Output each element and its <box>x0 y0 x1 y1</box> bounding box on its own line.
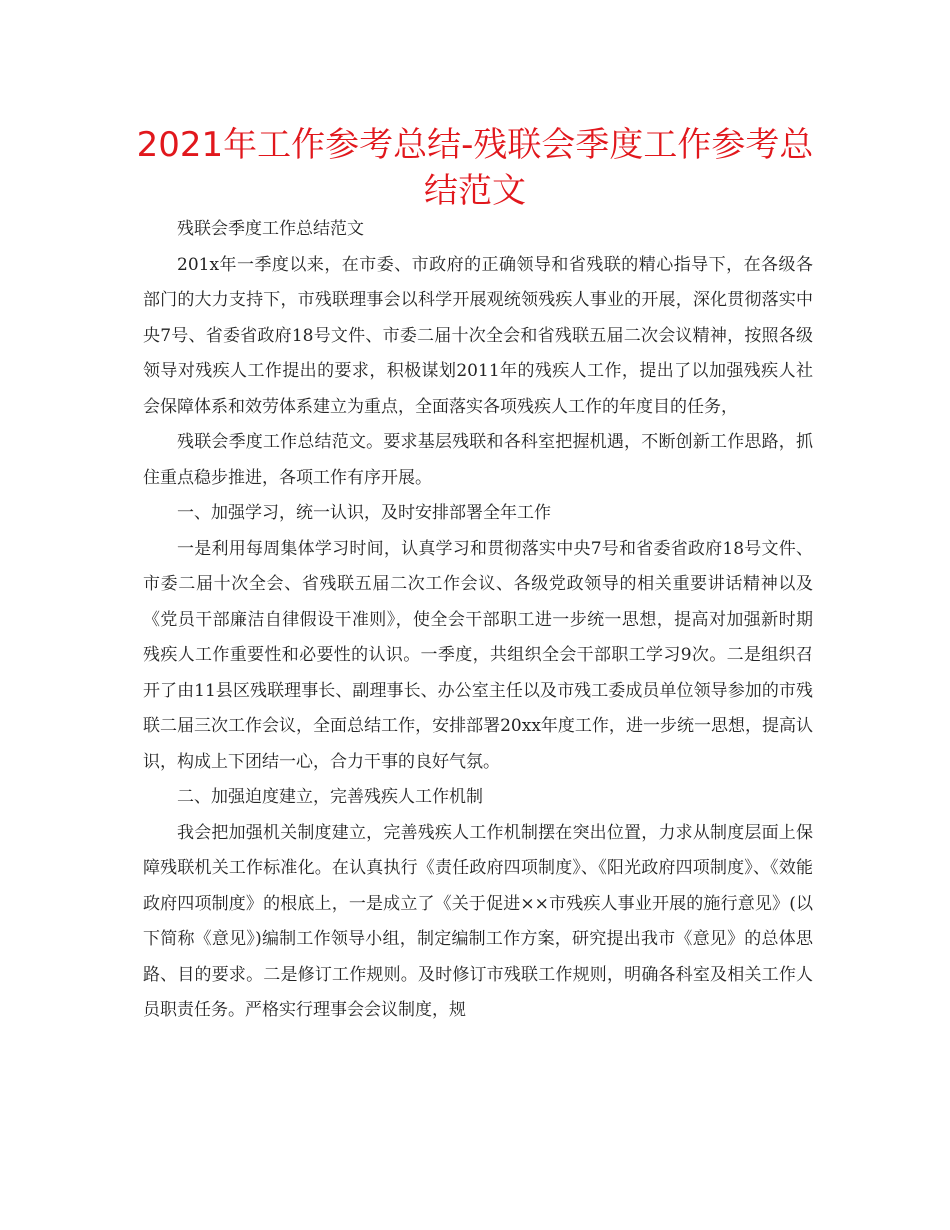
paragraph: 我会把加强机关制度建立，完善残疾人工作机制摆在突出位置，力求从制度层面上保障残联机关工作标准化。在认真执行《责任政府四项制度》、《阳光政府四项制度》、《效能政府四项制度》的根底上，一是成立了《关于促进××市残疾人事业开展的施行意见》(以下简称《意见》)编制工作领导小组，制定编制工作方案，研究提出我市《意见》的总体思路、目的要求。二是修订工作规则。及时修订市残联工作规则，明确各科室及相关工作人员职责任务。严格实行理事会会议制度，规 <box>143 822 813 1020</box>
paragraph: 一是利用每周集体学习时间，认真学习和贯彻落实中央7号和省委省政府18号文件、市委二届十次全会、省残联五届二次工作会议、各级党政领导的相关重要讲话精神以及《党员干部廉洁自律假设干准则》，使全会干部职工进一步统一思想，提高对加强新时期残疾人工作重要性和必要性的认识。一季度，共组织全会干部职工学习9次。二是组织召开了由11县区残联理事长、副理事长、办公室主任以及市残工委成员单位领导参加的市残联二届三次工作会议，全面总结工作，安排部署20xx年度工作，进一步统一思想，提高认识，构成上下团结一心，合力干事的良好气氛。 <box>143 538 813 772</box>
paragraph: 201x年一季度以来，在市委、市政府的正确领导和省残联的精心指导下，在各级各部门的大力支持下，市残联理事会以科学开展观统领残疾人事业的开展，深化贯彻落实中央7号、省委省政府18号文件、市委二届十次全会和省残联五届二次会议精神，按照各级领导对残疾人工作提出的要求，积极谋划2011年的残疾人工作，提出了以加强残疾人社会保障体系和效劳体系建立为重点，全面落实各项残疾人工作的年度目的任务， <box>143 254 813 417</box>
section-heading: 一、加强学习，统一认识，及时安排部署全年工作 <box>177 503 551 523</box>
document-title: 2021年工作参考总结-残联会季度工作参考总结范文 <box>136 125 814 211</box>
paragraph-subtitle: 残联会季度工作总结范文 <box>177 219 364 239</box>
paragraph: 残联会季度工作总结范文。要求基层残联和各科室把握机遇，不断创新工作思路，抓住重点稳步推进，各项工作有序开展。 <box>143 432 813 488</box>
document-body <box>143 212 813 1029</box>
section-heading: 二、加强迫度建立，完善残疾人工作机制 <box>177 787 483 807</box>
